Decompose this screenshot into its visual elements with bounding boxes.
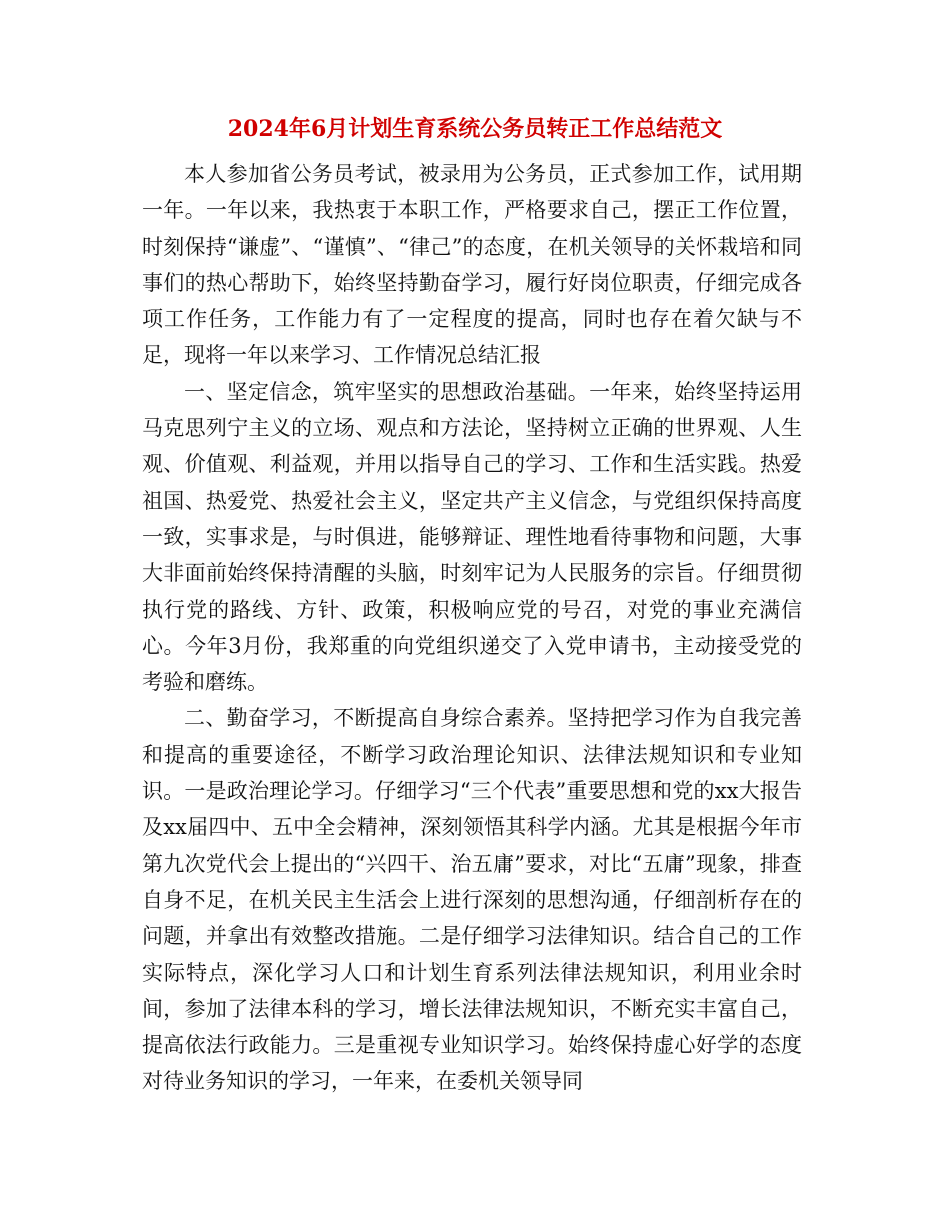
paragraph-section-one: 一、坚定信念，筑牢坚实的思想政治基础。一年来，始终坚持运用马克思列宁主义的立场、观点和方法论，坚持树立正确的世界观、人生观、价值观、利益观，并用以指导自己的学习、工作和生活实践。热爱祖国、热爱党、热爱社会主义，坚定共产主义信念，与党组织保持高度一致，实事求是，与时俱进，能够辩证、理性地看待事物和问题，大事大非面前始终保持清醒的头脑，时刻牢记为人民服务的宗旨。仔细贯彻执行党的路线、方针、政策，积极响应党的号召，对党的事业充满信心。今年3月份，我郑重的向党组织递交了入党申请书，主动接受党的考验和磨练。 — [142, 379, 802, 695]
document-body — [142, 156, 802, 1100]
paragraph-intro: 本人参加省公务员考试，被录用为公务员，正式参加工作，试用期一年。一年以来，我热衷于本职工作，严格要求自己，摆正工作位置，时刻保持“谦虚”、“谨慎”、“律己”的态度，在机关领导的关怀栽培和同事们的热心帮助下，始终坚持勤奋学习，履行好岗位职责，仔细完成各项工作任务，工作能力有了一定程度的提高，同时也存在着欠缺与不足，现将一年以来学习、工作情况总结汇报 — [142, 162, 802, 368]
paragraph-section-two: 二、勤奋学习，不断提高自身综合素养。坚持把学习作为自我完善和提高的重要途径，不断学习政治理论知识、法律法规知识和专业知识。一是政治理论学习。仔细学习“三个代表”重要思想和党的xx大报告及xx届四中、五中全会精神，深刻领悟其科学内涵。尤其是根据今年市第九次党代会上提出的“兴四干、治五庸”要求，对比“五庸”现象，排查自身不足，在机关民主生活会上进行深刻的思想沟通，仔细剖析存在的问题，并拿出有效整改措施。二是仔细学习法律知识。结合自己的工作实际特点，深化学习人口和计划生育系列法律法规知识，利用业余时间，参加了法律本科的学习，增长法律法规知识，不断充实丰富自己，提高依法行政能力。三是重视专业知识学习。始终保持虚心好学的态度对待业务知识的学习，一年来，在委机关领导同 — [142, 706, 802, 1094]
document-title: 2024年6月计划生育系统公务员转正工作总结范文 — [227, 116, 723, 142]
